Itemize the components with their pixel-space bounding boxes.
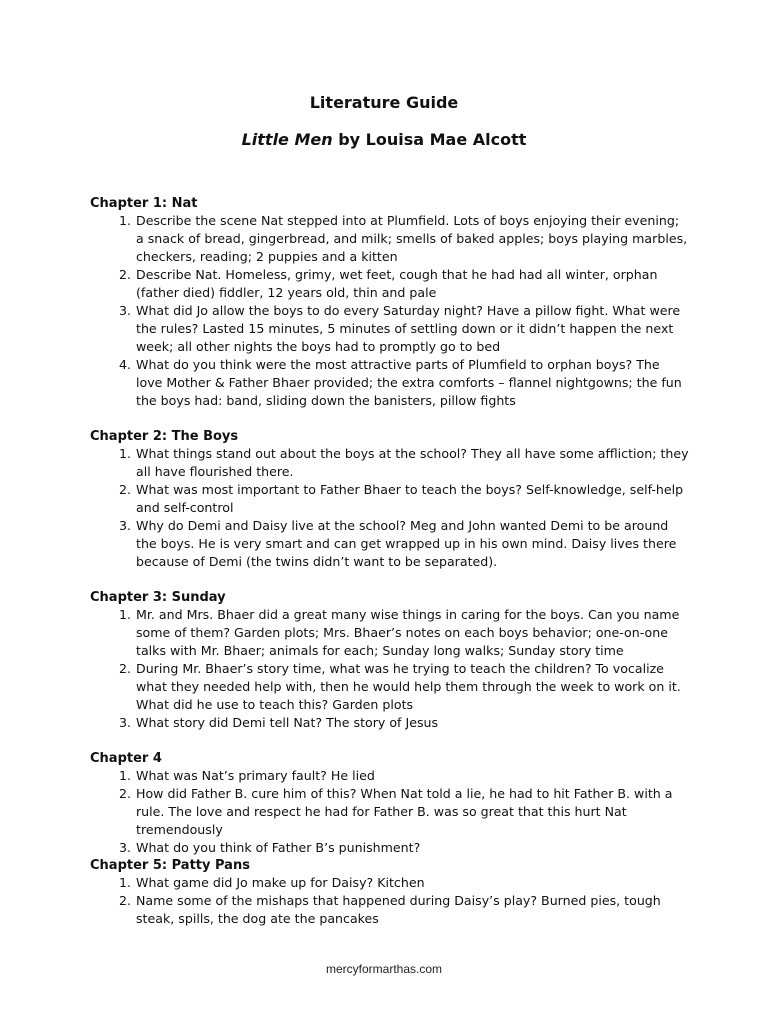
- chapter-heading: Chapter 4: [90, 751, 162, 766]
- chapter-2: [90, 428, 690, 571]
- question-item: 1. What was Nat’s primary fault? He lied: [135, 767, 690, 785]
- question-item: 3. What story did Demi tell Nat? The story of Jesus: [135, 714, 690, 732]
- question-item: 4. What do you think were the most attractive parts of Plumfield to orphan boys? The love Mother & Father Bhaer provided; the extra comforts – flannel nightgowns; the fun the boys had: band, sliding down the banisters, pillow fights: [135, 356, 690, 410]
- footer-website: mercyformarthas.com: [325, 962, 443, 976]
- question-list: [90, 445, 690, 571]
- question-item: 1. What game did Jo make up for Daisy? Kitchen: [135, 874, 690, 892]
- question-item: 1. Mr. and Mrs. Bhaer did a great many wise things in caring for the boys. Can you name some of them? Garden plots; Mrs. Bhaer’s notes on each boys behavior; one-on-one talks with Mr. Bhaer; animals for each; Sunday long walks; Sunday story time: [135, 606, 690, 660]
- question-list: [90, 212, 690, 410]
- question-item: 2. What was most important to Father Bhaer to teach the boys? Self-knowledge, self-help and self-control: [135, 481, 690, 517]
- chapter-heading: Chapter 1: Nat: [90, 196, 198, 211]
- question-item: 2. During Mr. Bhaer’s story time, what was he trying to teach the children? To vocalize what they needed help with, then he would help them through the week to work on it. What did he use to teach this? Garden plots: [135, 660, 690, 714]
- chapter-heading: Chapter 2: The Boys: [90, 429, 239, 444]
- question-item: 2. Describe Nat. Homeless, grimy, wet feet, cough that he had had all winter, orphan (father died) fiddler, 12 years old, thin and pale: [135, 266, 690, 302]
- question-list: [90, 606, 690, 732]
- page-subtitle: [0, 130, 768, 150]
- question-item: 1. Describe the scene Nat stepped into at Plumfield. Lots of boys enjoying their evening; a snack of bread, gingerbread, and milk; smells of baked apples; boys playing marbles, checkers, reading; 2 puppies and a kitten: [135, 212, 690, 266]
- question-item: 3. What did Jo allow the boys to do every Saturday night? Have a pillow fight. What were the rules? Lasted 15 minutes, 5 minutes of settling down or it didn’t happen the next week; all other nights the boys had to promptly go to bed: [135, 302, 690, 356]
- chapter-4: [90, 750, 690, 857]
- question-item: 3. Why do Demi and Daisy live at the school? Meg and John wanted Demi to be around the boys. He is very smart and can get wrapped up in his own mind. Daisy lives there because of Demi (the twins didn’t want to be separated).: [135, 517, 690, 571]
- question-item: 3. What do you think of Father B’s punishment?: [135, 839, 690, 857]
- chapter-3: [90, 589, 690, 732]
- chapter-5: [90, 857, 690, 928]
- question-list: [90, 874, 690, 928]
- book-author: by Louisa Mae Alcott: [338, 130, 527, 149]
- spacer: [90, 410, 690, 428]
- chapter-heading: Chapter 3: Sunday: [90, 590, 226, 605]
- chapter-1: [90, 195, 690, 410]
- question-item: 2. How did Father B. cure him of this? When Nat told a lie, he had to hit Father B. with a rule. The love and respect he had for Father B. was so great that this hurt Nat tremendously: [135, 785, 690, 839]
- page-title: Literature Guide: [309, 93, 459, 112]
- chapter-heading: Chapter 5: Patty Pans: [90, 858, 250, 873]
- question-item: 2. Name some of the mishaps that happened during Daisy’s play? Burned pies, tough steak, spills, the dog ate the pancakes: [135, 892, 690, 928]
- chapter-list: [90, 195, 690, 928]
- spacer: [90, 571, 690, 589]
- question-list: [90, 767, 690, 857]
- book-title: Little Men: [241, 130, 333, 149]
- question-item: 1. What things stand out about the boys at the school? They all have some affliction; they all have flourished there.: [135, 445, 690, 481]
- spacer: [90, 732, 690, 750]
